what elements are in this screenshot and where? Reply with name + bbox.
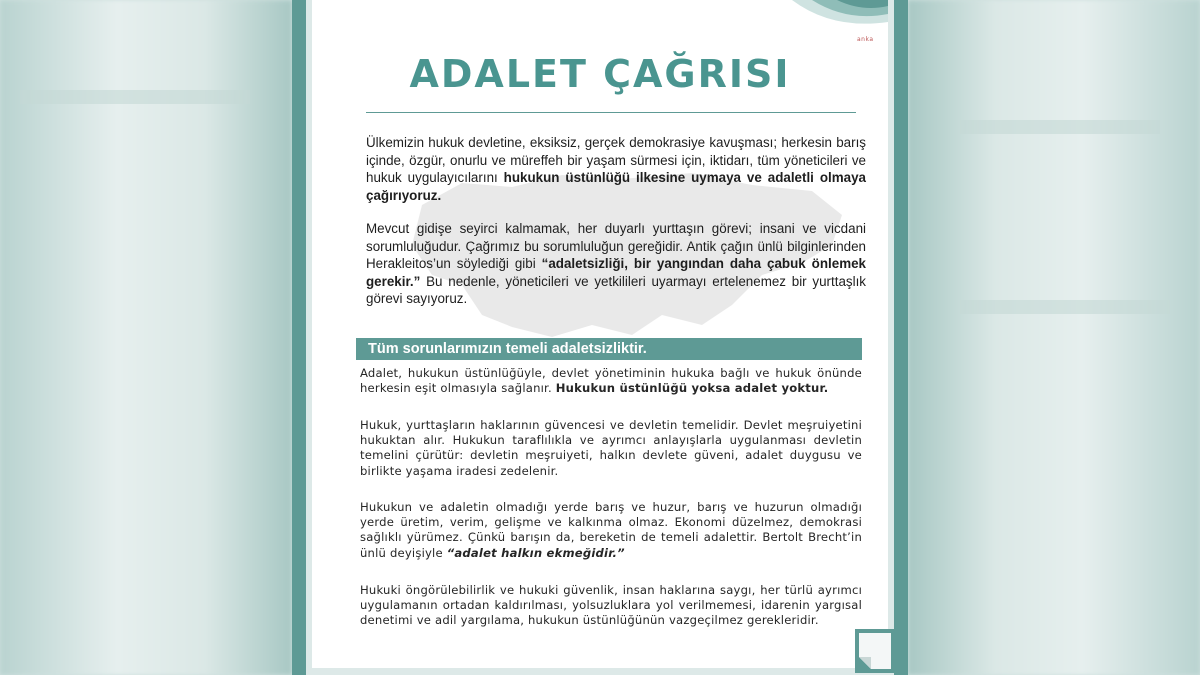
corner-wave-decoration — [792, 0, 888, 34]
document-frame — [292, 0, 908, 675]
section-paragraph-1: Adalet, hukukun üstünlüğüyle, devlet yönetiminin hukuka bağlı ve hukuk önünde herkesin eşit olmasıyla sağlanır. Hukukun üstünlüğü yoksa adalet yoktur. — [360, 366, 862, 396]
section-paragraph-3: Hukukun ve adaletin olmadığı yerde barış ve huzur, barış ve huzurun olmadığı yerde üretim, verim, gelişme ve kalkınma olmaz. Ekonomi düzelmez, demokrasi sağlıklı yürümez. Çünkü barışın da, bereketin de temeli adalettir. Bertolt Brecht’in ünlü deyişiyle “adalet halkın ekmeğidir.” — [360, 500, 862, 560]
document-border — [306, 0, 894, 675]
background-blur-line — [960, 300, 1170, 314]
background-right — [908, 0, 1200, 675]
page-curl-icon — [845, 625, 905, 675]
section-heading: Tüm sorunlarımızın temeli adaletsizliktir. — [368, 341, 647, 357]
intro-paragraph-2: Mevcut gidişe seyirci kalmamak, her duyarlı yurttaşın görevi; insani ve vicdani sorumluluğudur. Çağrımız bu sorumluluğun gereğidir. Antik çağın ünlü bilginlerinden Herakleitos’un söylediği gibi “adaletsizliği, bir yangından daha çabuk önlemek gerekir.” Bu nedenle, yöneticileri ve yetkilileri uyarmayı ertelenemez bir yurttaşlık görevi sayıyoruz. — [366, 221, 866, 307]
title-divider — [366, 112, 856, 113]
background-blur-line — [20, 90, 250, 104]
document-page — [312, 0, 888, 668]
brand-watermark: anka — [857, 36, 874, 43]
intro-paragraph-1: Ülkemizin hukuk devletine, eksiksiz, gerçek demokrasiye kavuşması; herkesin barış içinde, özgür, onurlu ve müreffeh bir yaşam sürmesi için, iktidarı, tüm yöneticileri ve hukuk uygulayıcılarını hukukun üstünlüğü ilkesine uymaya ve adaletli olmaya çağırıyoruz. — [366, 135, 866, 203]
background-blur-line — [960, 120, 1160, 134]
section-heading-banner — [356, 338, 862, 360]
page-title: ADALET ÇAĞRISI — [409, 52, 791, 96]
section-paragraph-4: Hukuki öngörülebilirlik ve hukuki güvenlik, insan haklarına saygı, her türlü ayrımcı uygulamanın ortadan kaldırılması, yolsuzluklara yol verilmemesi, idarenin yargısal denetimi ve adil yargılama, hukukun üstünlüğünün vazgeçilmez gerekleridir. — [360, 583, 862, 628]
section-paragraph-2: Hukuk, yurttaşların haklarının güvencesi ve devletin temelidir. Devlet meşruiyetini hukuktan alır. Hukukun taraflılıkla ve ayrımcı anlayışlarla uygulanması devletin temelini çürütür: devletin meşruiyeti, halkın devlete güveni, adalet duygusu ve birlikte yaşama iradesi zedelenir. — [360, 418, 862, 478]
